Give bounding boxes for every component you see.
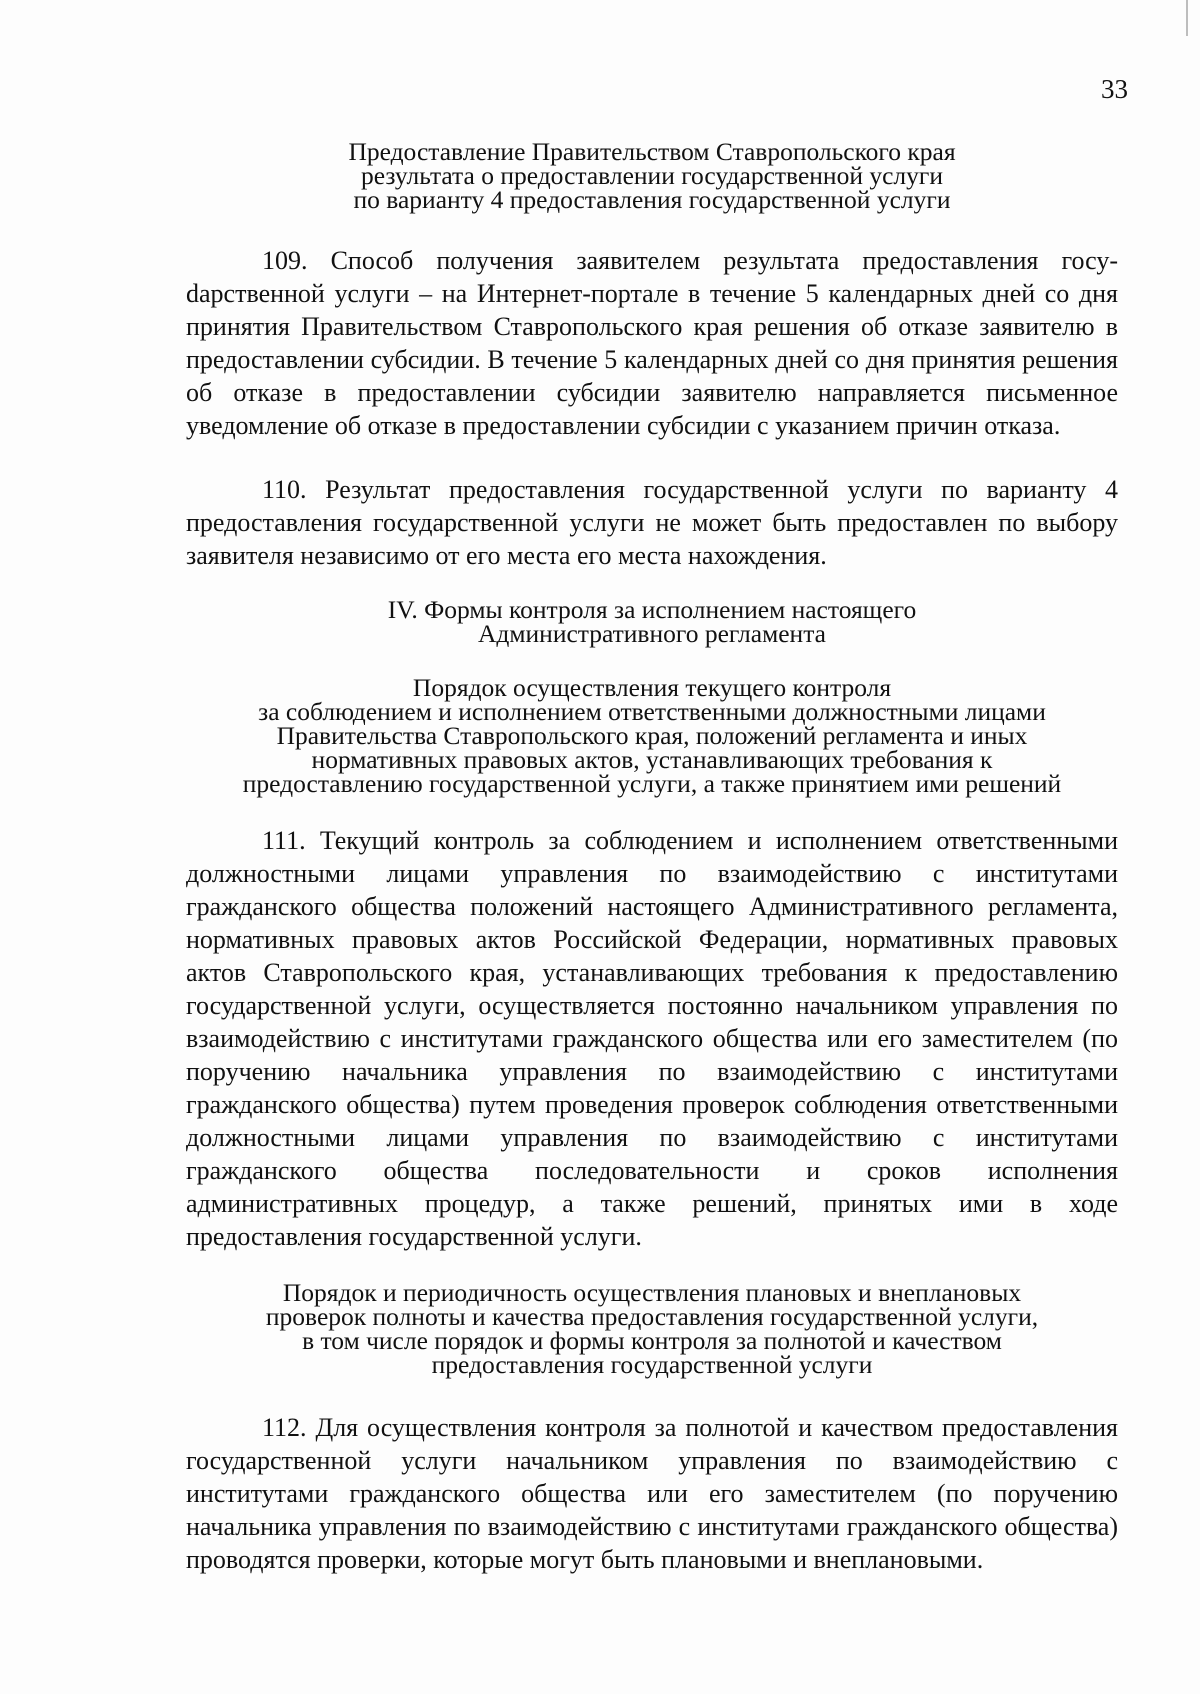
heading-line: предоставлению государственной услуги, а также принятием ими решений bbox=[242, 769, 1062, 798]
heading-line: Порядок и периодичность осуществления плановых и внеплановых bbox=[282, 1278, 1022, 1307]
section-heading-result-variant-4 bbox=[186, 137, 1118, 214]
heading-line: за соблюдением и исполнением ответственными должностными лицами bbox=[258, 697, 1046, 726]
section-heading-current-control bbox=[186, 673, 1118, 798]
scan-edge-mark bbox=[1186, 0, 1188, 36]
heading-line: нормативных правовых актов, устанавливающих требования к bbox=[311, 745, 993, 774]
heading-line: результата о предоставлении государственной услуги bbox=[361, 161, 943, 190]
section-heading-inspections bbox=[186, 1278, 1118, 1379]
heading-line: Правительства Ставропольского края, положений регламента и иных bbox=[276, 721, 1028, 750]
paragraph-111: 111. Текущий контроль за соблюдением и исполнением ответственными должностными лицами управления по взаимодействию с институтами гражданского общества положений настоящего Административного регламента, нормативных правовых актов Российской Федерации, нормативных правовых актов Ставропольского края, устанавливающих требования к предоставлению государственной услуги, осуществляется постоянно начальником управления по взаимодействию с институтами гражданского общества или его заместителем (по поручению начальника управления по взаимодействию с институтами гражданского общества) путем проведения проверок соблюдения ответственными должностными лицами управления по взаимодействию с институтами гражданского общества последовательности и сроков исполнения административных процедур, а также решений, принятых ими в ходе предоставления государственной услуги. bbox=[186, 826, 1118, 1251]
heading-line: IV. Формы контроля за исполнением настоящего bbox=[387, 595, 917, 624]
heading-line: проверок полноты и качества предоставления государственной услуги, bbox=[265, 1302, 1039, 1331]
page-number: 33 bbox=[1101, 74, 1128, 104]
heading-line: Порядок осуществления текущего контроля bbox=[412, 673, 892, 702]
heading-line: Административного регламента bbox=[478, 619, 826, 648]
chapter-heading-iv bbox=[186, 595, 1118, 648]
paragraph-109: 109. Способ получения заявителем результата предоставления госуdарственной услуги – на Интернет-портале в течение 5 календарных дней со дня принятия Правительством Ставропольского края решения об отказе заявителю в предоставлении субсидии. В течение 5 календарных дней со дня принятия решения об отказе в предоставлении субсидии заявителю направляется письменное уведомление об отказе в предоставлении субсидии с указанием причин отказа. bbox=[186, 246, 1118, 440]
heading-line: Предоставление Правительством Ставропольского края bbox=[348, 137, 956, 166]
heading-line: предоставления государственной услуги bbox=[431, 1350, 873, 1379]
paragraph-110: 110. Результат предоставления государственной услуги по варианту 4 предоставления государственной услуги не может быть предоставлен по выбору заявителя независимо от его места его места нахождения. bbox=[186, 475, 1118, 570]
heading-line: в том числе порядок и формы контроля за полнотой и качеством bbox=[302, 1326, 1002, 1355]
document-body bbox=[186, 137, 1118, 1576]
heading-line: по варианту 4 предоставления государственной услуги bbox=[353, 185, 951, 214]
paragraph-112: 112. Для осуществления контроля за полнотой и качеством предоставления государственной услуги начальником управления по взаимодействию с институтами гражданского общества или его заместителем (по поручению начальника управления по взаимодействию с институтами гражданского общества) проводятся проверки, которые могут быть плановыми и внеплановыми. bbox=[186, 1413, 1118, 1574]
